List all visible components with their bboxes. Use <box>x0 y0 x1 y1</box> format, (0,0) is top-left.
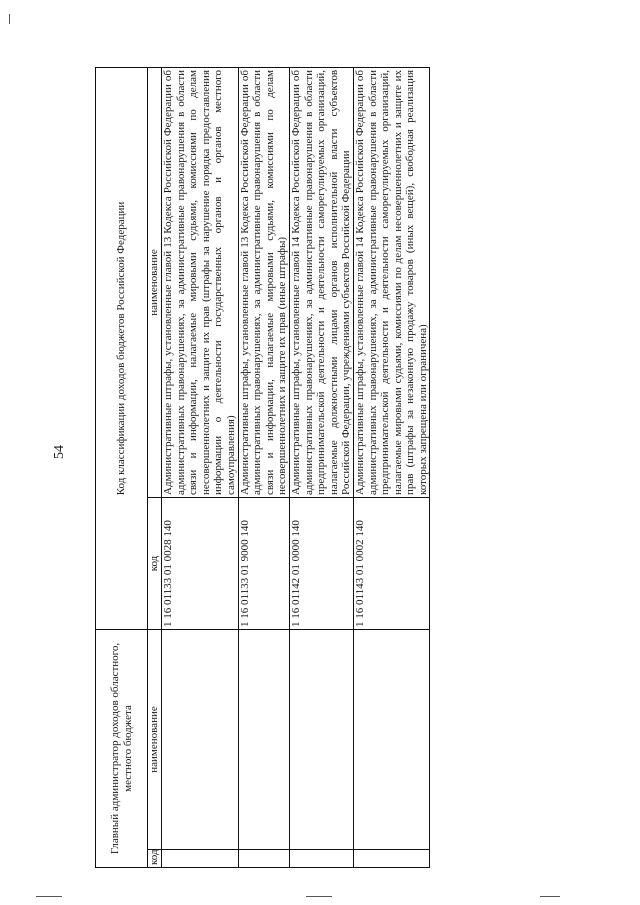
header-classification-group: Код классификации доходов бюджетов Российской Федерации <box>96 67 148 629</box>
header-admin-code: код <box>148 850 162 868</box>
admin-code-cell <box>162 850 239 868</box>
scan-edge-mark-bottom-3 <box>540 896 560 897</box>
header-admin-name: наименование <box>148 630 162 850</box>
budget-classification-table <box>95 67 430 868</box>
header-class-code: код <box>148 498 162 630</box>
page-number: 54 <box>52 445 67 459</box>
admin-code-cell <box>238 850 289 868</box>
header-class-name: наименование <box>148 67 162 497</box>
classification-name-cell: Административные штрафы, установленные главой 14 Кодекса Российской Федерации об административных правонарушениях, за административные правонарушения в области предпринимательской деятельности и деятельности саморегулируемых организаций, налагаемые должностными лицами органов исполнительной власти субъектов Российской Федерации, учреждениями субъектов Российской Федерации <box>289 67 353 497</box>
admin-name-cell <box>238 630 289 850</box>
scan-edge-mark-bottom-2 <box>306 896 332 897</box>
classification-code-cell: 1 16 01133 01 9000 140 <box>238 498 289 630</box>
scan-edge-mark-bottom-1 <box>36 896 62 897</box>
classification-code-cell: 1 16 01133 01 0028 140 <box>162 498 239 630</box>
rotated-table-container <box>95 68 531 868</box>
table-row <box>353 67 430 867</box>
classification-name-cell: Административные штрафы, установленные главой 13 Кодекса Российской Федерации об административных правонарушениях, за административные правонарушения в области связи и информации, налагаемые мировыми судьями, комиссиями по делам несовершеннолетних и защите их прав (штрафы за нарушение порядка предоставления информации о деятельности государственных органов и органов местного самоуправления) <box>162 67 239 497</box>
admin-code-cell <box>289 850 353 868</box>
admin-code-cell <box>353 850 430 868</box>
admin-name-cell <box>162 630 239 850</box>
classification-code-cell: 1 16 01142 01 0000 140 <box>289 498 353 630</box>
admin-name-cell <box>353 630 430 850</box>
table-row <box>162 67 239 867</box>
table-row <box>238 67 289 867</box>
admin-name-cell <box>289 630 353 850</box>
classification-name-cell: Административные штрафы, установленные главой 14 Кодекса Российской Федерации об административных правонарушениях, за административные правонарушения в области предпринимательской деятельности и деятельности саморегулируемых организаций, налагаемые мировыми судьями, комиссиями по делам несовершеннолетних и защите их прав (штрафы за незаконную продажу товаров (иных вещей), свободная реализация которых запрещена или ограничена) <box>353 67 430 497</box>
classification-code-cell: 1 16 01143 01 0002 140 <box>353 498 430 630</box>
header-admin-group: Главный администратор доходов областного, местного бюджета <box>96 630 148 868</box>
scan-edge-mark-top-left <box>9 14 10 24</box>
table-row <box>289 67 353 867</box>
classification-name-cell: Административные штрафы, установленные главой 13 Кодекса Российской Федерации об административных правонарушениях, за административные правонарушения в области связи и информации, налагаемые мировыми судьями, комиссиями по делам несовершеннолетних и защите их прав (иные штрафы) <box>238 67 289 497</box>
